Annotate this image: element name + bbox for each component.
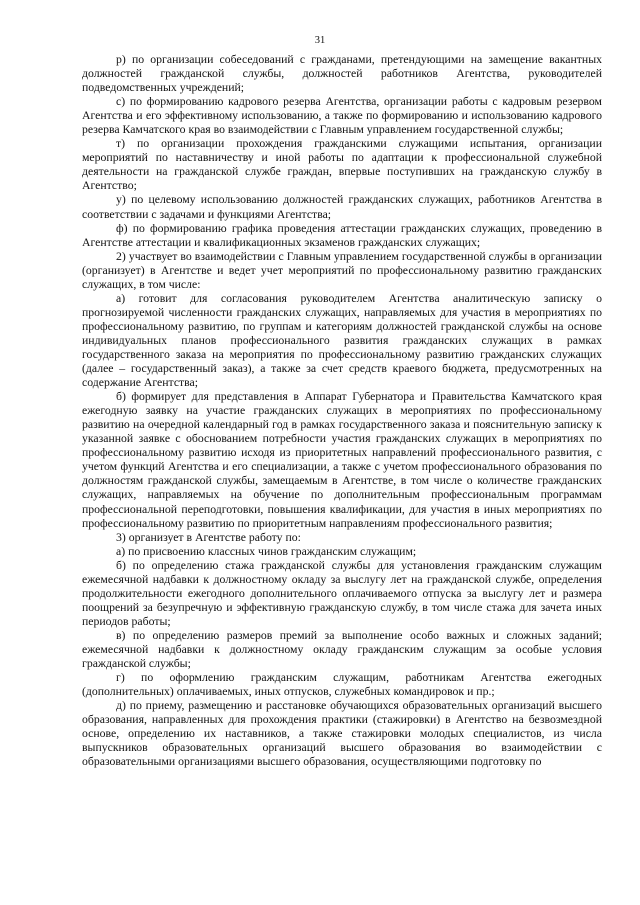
paragraph-section-3-item-g: г) по оформлению гражданским служащим, работникам Агентства ежегодных (дополнительных) оплачиваемых, иных отпусков, служебных командировок и пр.;	[82, 671, 602, 699]
paragraph-item-t: т) по организации прохождения гражданскими служащими испытания, организации мероприятий по наставничеству и иной работы по адаптации к профессиональной служебной деятельности на гражданской службе граждан, впервые поступивших на гражданскую службу в Агентство;	[82, 137, 602, 193]
paragraph-section-3-item-v: в) по определению размеров премий за выполнение особо важных и сложных заданий; ежемесячной надбавки к должностному окладу гражданским служащим за особые условия гражданской службы;	[82, 628, 602, 671]
paragraph-section-2-item-b: б) формирует для представления в Аппарат Губернатора и Правительства Камчатского края ежегодную заявку на участие гражданских служащих в мероприятиях по профессиональному развитию на очередной календарный год в рамках государственного заказа и пояснительную записку к указанной заявке с обоснованием потребности участия гражданских служащих в мероприятиях по профессиональному развитию исходя из приоритетных направлений профессионального развития, с учетом функций Агентства и его специализации, а также с учетом профессионального образования по должностям гражданской службы, замещаемым в Агентстве, в том числе о количестве гражданских служащих, направляемых на обучение по дополнительным профессиональным программам профессиональной переподготовки, повышения квалификации, для участия в иных мероприятиях по профессиональному развитию по приоритетным направлениям профессионального развития;	[82, 390, 602, 530]
paragraph-item-u: у) по целевому использованию должностей гражданских служащих, работников Агентства в соответствии с задачами и функциями Агентства;	[82, 193, 602, 221]
paragraph-section-3-item-a: а) по присвоению классных чинов гражданским служащим;	[116, 544, 417, 558]
paragraph-item-r: р) по организации собеседований с гражданами, претендующими на замещение вакантных должностей гражданской службы, должностей работников Агентства, руководителей подведомственных учреждений;	[82, 53, 602, 95]
paragraph-item-f: ф) по формированию графика проведения аттестации гражданских служащих, проведению в Агентстве аттестации и квалификационных экзаменов гражданских служащих;	[82, 221, 602, 249]
paragraph-section-3: 3) организует в Агентстве работу по:	[116, 530, 301, 544]
paragraph-section-3-item-d: д) по приему, размещению и расстановке обучающихся образовательных организаций высшего образования, направленных для прохождения практики (стажировки) в Агентство на безвозмездной основе, определению их наставников, а также стажировки молодых специалистов, из числа выпускников образовательных организаций высшего образования во взаимодействии с образовательными организациями высшего образования, осуществляющими подготовку по	[82, 699, 602, 769]
document-body	[82, 53, 602, 769]
paragraph-section-2-item-a: а) готовит для согласования руководителем Агентства аналитическую записку о прогнозируемой численности гражданских служащих, направляемых для участия в мероприятиях по профессиональному развитию, по группам и категориям должностей гражданской службы на основе индивидуальных планов профессионального развития гражданских служащих в рамках государственного заказа на мероприятия по профессиональному развитию гражданских служащих (далее – государственный заказ), а также за счет средств краевого бюджета, предусмотренных на содержание Агентства;	[82, 291, 602, 390]
paragraph-section-3-item-b: б) по определению стажа гражданской службы для установления гражданским служащим ежемесячной надбавки к должностному окладу за выслугу лет на гражданской службе, определения продолжительности ежегодного дополнительного оплачиваемого отпуска за выслугу лет и размера поощрений за безупречную и эффективную гражданскую службу, в том числе стажа для зачета иных периодов работы;	[82, 558, 602, 628]
paragraph-item-s: с) по формированию кадрового резерва Агентства, организации работы с кадровым резервом Агентства и его эффективному использованию, а также по формированию и использованию кадрового резерва Камчатского края во взаимодействии с Главным управлением государственной службы;	[82, 95, 602, 137]
paragraph-section-2: 2) участвует во взаимодействии с Главным управлением государственной службы в организации (организует) в Агентстве и ведет учет мероприятий по профессиональному развитию гражданских служащих, в том числе:	[82, 249, 602, 291]
page-number: 31	[314, 35, 326, 46]
